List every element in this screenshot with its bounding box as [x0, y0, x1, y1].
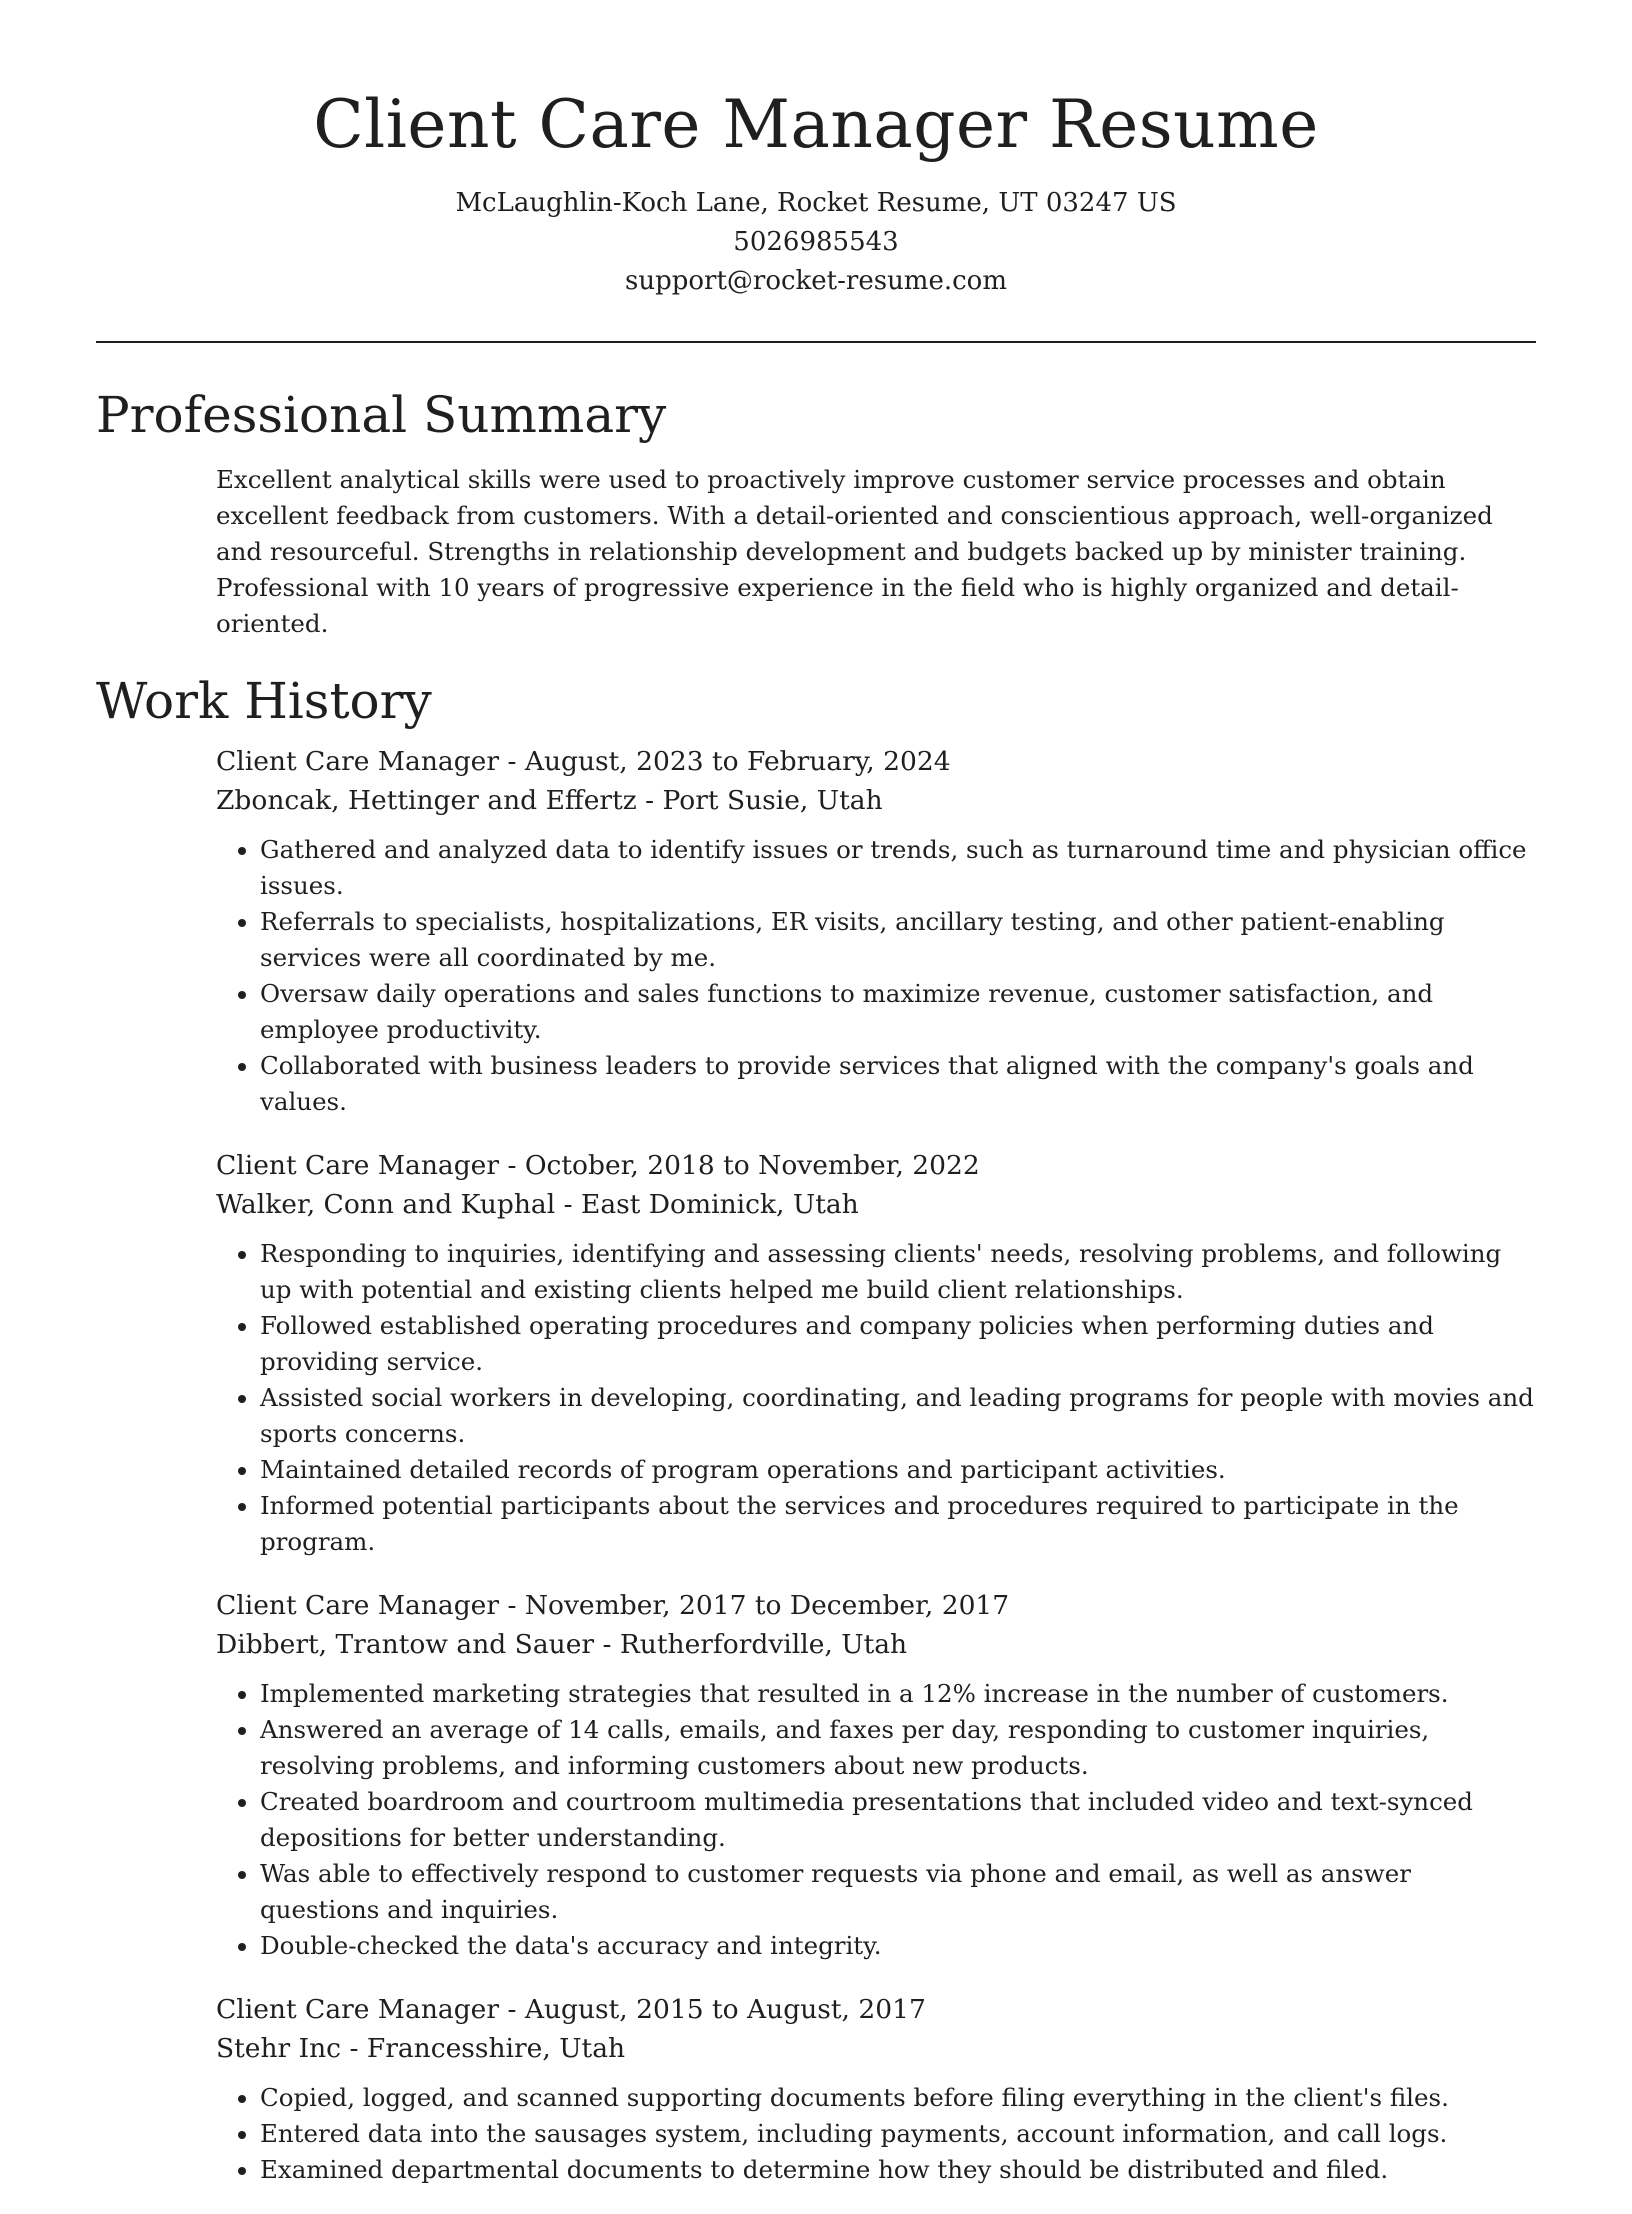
job-location: - East Dominick, Utah [555, 1189, 859, 1220]
job-title-line [216, 1146, 1536, 1185]
job-company-line [216, 781, 1536, 820]
page-title: Client Care Manager Resume [313, 86, 1319, 163]
job-company-line [216, 2029, 1536, 2068]
address-text: McLaughlin-Koch Lane, Rocket Resume, UT 03247 US [455, 188, 1177, 218]
job-bullet: • Collaborated with business leaders to provide services that aligned with the company's goals and values. [260, 1048, 1536, 1120]
job-role: Client Care Manager [216, 1590, 500, 1621]
job-bullet: • Referrals to specialists, hospitalizations, ER visits, ancillary testing, and other patient-enabling services were all coordinated by me. [260, 904, 1536, 976]
job-bullet: • Followed established operating procedures and company policies when performing duties and providing service. [260, 1308, 1536, 1380]
job-location: - Francesshire, Utah [341, 2033, 626, 2064]
job-title-line [216, 742, 1536, 781]
job-bullets [216, 2080, 1536, 2188]
job-title-line [216, 1586, 1536, 1625]
job-dates: - November, 2017 to December, 2017 [499, 1590, 1010, 1621]
job-role: Client Care Manager [216, 1150, 500, 1181]
job-location: - Port Susie, Utah [636, 785, 883, 816]
job-bullet: • Examined departmental documents to determine how they should be distributed and filed. [260, 2152, 1536, 2188]
job-bullet: • Oversaw daily operations and sales functions to maximize revenue, customer satisfaction, and employee productivity. [260, 976, 1536, 1048]
job-bullet: • Assisted social workers in developing, coordinating, and leading programs for people with movies and sports concerns. [260, 1380, 1536, 1452]
job-bullet: • Maintained detailed records of program operations and participant activities. [260, 1452, 1536, 1488]
job-bullet: • Entered data into the sausages system, including payments, account information, and call logs. [260, 2116, 1536, 2152]
contact-block [0, 184, 1632, 301]
work-history-heading: Work History [96, 672, 432, 730]
job-bullet: • Created boardroom and courtroom multimedia presentations that included video and text-synced depositions for better understanding. [260, 1784, 1536, 1856]
summary-text: Excellent analytical skills were used to proactively improve customer service processes and obtain excellent feedback from customers. With a detail-oriented and conscientious approach, well-organized and resourceful. Strengths in relationship development and budgets backed up by minister training. Professional with 10 years of progressive experience in the field who is highly organized and detail-oriented. [216, 465, 1493, 638]
job-bullets [216, 1676, 1536, 1964]
job-bullet: • Implemented marketing strategies that resulted in a 12% increase in the number of customers. [260, 1676, 1536, 1712]
job-bullet: • Responding to inquiries, identifying and assessing clients' needs, resolving problems, and following up with potential and existing clients helped me build client relationships. [260, 1236, 1536, 1308]
job-bullet: • Informed potential participants about the services and procedures required to participate in the program. [260, 1488, 1536, 1560]
job-bullet: • Gathered and analyzed data to identify issues or trends, such as turnaround time and physician office issues. [260, 832, 1536, 904]
job-company: Dibbert, Trantow and Sauer [216, 1629, 595, 1660]
job-bullets [216, 1236, 1536, 1560]
job-company: Walker, Conn and Kuphal [216, 1189, 556, 1220]
job-dates: - October, 2018 to November, 2022 [499, 1150, 980, 1181]
job-bullets [216, 832, 1536, 1120]
job-role: Client Care Manager [216, 746, 500, 777]
job-company-line [216, 1625, 1536, 1664]
job-entry [216, 742, 1536, 1120]
job-location: - Rutherfordville, Utah [594, 1629, 908, 1660]
summary-heading: Professional Summary [96, 386, 667, 444]
job-dates: - August, 2023 to February, 2024 [499, 746, 951, 777]
job-entry [216, 1586, 1536, 1964]
phone-text: 5026985543 [733, 227, 899, 257]
job-company: Zboncak, Hettinger and Effertz [216, 785, 637, 816]
job-title-line [216, 1990, 1536, 2029]
header-divider [96, 341, 1536, 343]
resume-header [0, 80, 1632, 301]
job-company: Stehr Inc [216, 2033, 342, 2064]
resume-content [96, 380, 1536, 2214]
email-text: support@rocket-resume.com [624, 266, 1007, 296]
job-bullet: • Was able to effectively respond to customer requests via phone and email, as well as answer questions and inquiries. [260, 1856, 1536, 1928]
job-bullet: • Answered an average of 14 calls, emails, and faxes per day, responding to customer inquiries, resolving problems, and informing customers about new products. [260, 1712, 1536, 1784]
job-entry [216, 1146, 1536, 1560]
job-bullet: • Copied, logged, and scanned supporting documents before filing everything in the client's files. [260, 2080, 1536, 2116]
job-company-line [216, 1185, 1536, 1224]
job-entry [216, 1990, 1536, 2188]
job-role: Client Care Manager [216, 1994, 500, 2025]
job-dates: - August, 2015 to August, 2017 [499, 1994, 926, 2025]
job-bullet: • Double-checked the data's accuracy and integrity. [260, 1928, 1536, 1964]
